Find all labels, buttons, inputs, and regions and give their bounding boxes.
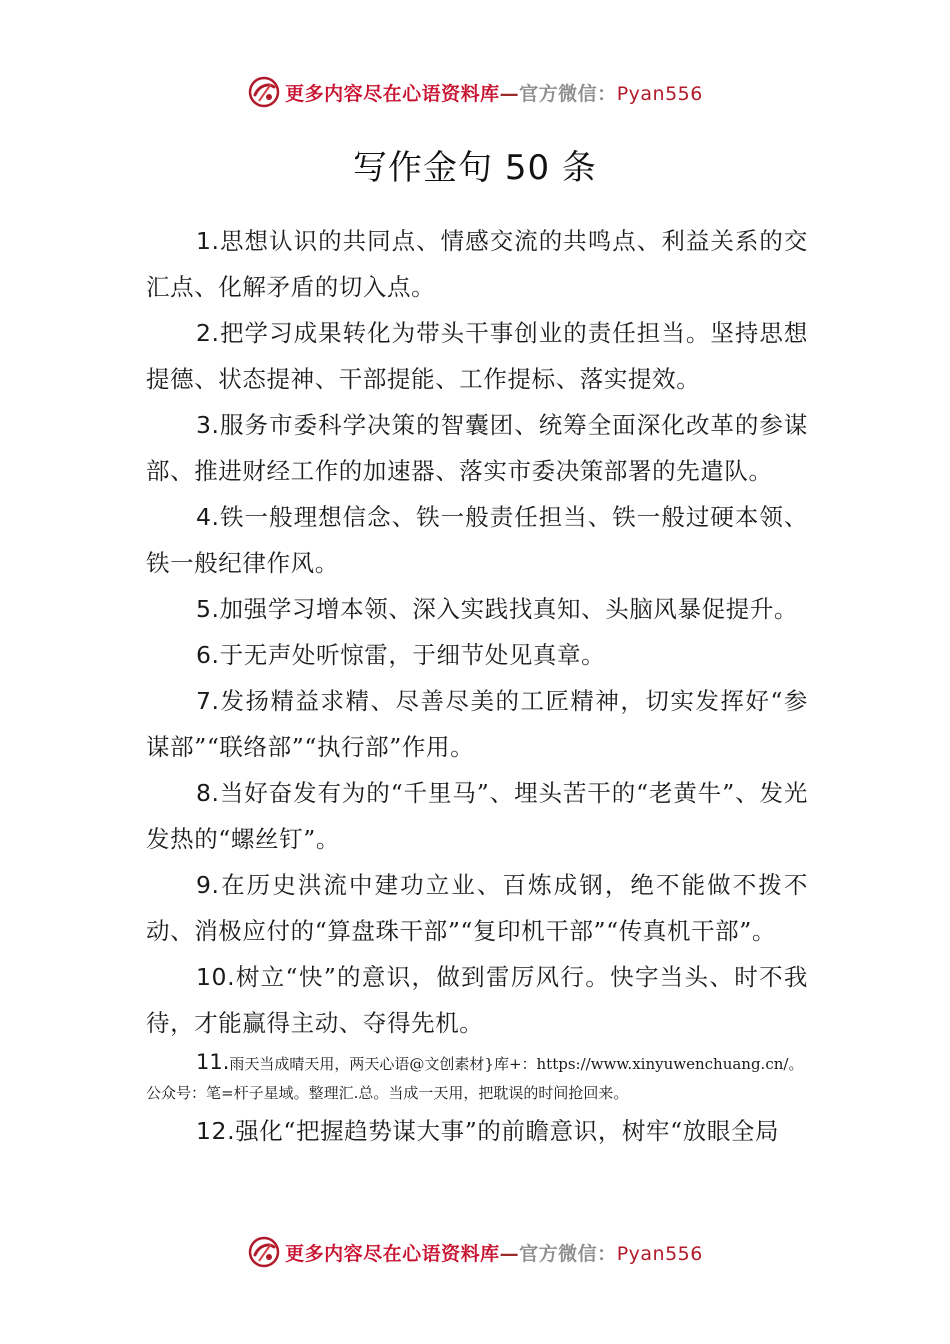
item-text: 雨天当成晴天用，两天心语@文创素材}库+：https://www.xinyuwenchuang.cn/。公众号：笔=杆子星域。整理汇.总。当成一天用，把耽误的时间抢回来。 bbox=[146, 1055, 804, 1102]
banner-wechat-label: 官方微信： bbox=[519, 82, 617, 105]
document-title: 写作金句 50 条 bbox=[353, 148, 597, 188]
item-text: 于无声处听惊雷，于细节处见真章。 bbox=[219, 641, 606, 669]
item-number: 1. bbox=[196, 227, 220, 255]
document-body bbox=[146, 218, 808, 1154]
list-item bbox=[146, 678, 808, 770]
list-item bbox=[146, 310, 808, 402]
item-number: 11. bbox=[196, 1050, 230, 1074]
item-number: 12. bbox=[196, 1117, 236, 1145]
list-item bbox=[146, 954, 808, 1046]
list-item bbox=[146, 632, 808, 678]
seal-logo-icon bbox=[247, 75, 281, 109]
list-item bbox=[146, 862, 808, 954]
item-number: 6. bbox=[196, 641, 220, 669]
item-text: 铁一般理想信念、铁一般责任担当、铁一般过硬本领、铁一般纪律作风。 bbox=[146, 503, 808, 577]
item-text: 树立“快”的意识，做到雷厉风行。快字当头、时不我待，才能赢得主动、夺得先机。 bbox=[146, 963, 808, 1037]
banner-wechat-label: 官方微信： bbox=[519, 1242, 617, 1265]
item-number: 8. bbox=[196, 779, 220, 807]
item-number: 3. bbox=[196, 411, 220, 439]
item-text: 思想认识的共同点、情感交流的共鸣点、利益关系的交汇点、化解矛盾的切入点。 bbox=[146, 227, 808, 301]
banner-text bbox=[285, 79, 703, 106]
item-number: 9. bbox=[196, 871, 220, 899]
list-item bbox=[146, 770, 808, 862]
item-text: 发扬精益求精、尽善尽美的工匠精神，切实发挥好“参谋部”“联络部”“执行部”作用。 bbox=[146, 687, 808, 761]
item-text: 把学习成果转化为带头干事创业的责任担当。坚持思想提德、状态提神、干部提能、工作提标、落实提效。 bbox=[146, 319, 808, 393]
item-number: 2. bbox=[196, 319, 220, 347]
item-text: 加强学习增本领、深入实践找真知、头脑风暴促提升。 bbox=[219, 595, 799, 623]
footer-watermark-banner bbox=[0, 1232, 950, 1272]
list-item-small bbox=[146, 1048, 808, 1108]
banner-wechat-id: Pyan556 bbox=[616, 1242, 703, 1265]
banner-dash: — bbox=[499, 1242, 520, 1265]
item-text: 在历史洪流中建功立业、百炼成钢，绝不能做不拨不动、消极应付的“算盘珠干部”“复印机干部”“传真机干部”。 bbox=[146, 871, 808, 945]
item-text: 强化“把握趋势谋大事”的前瞻意识，树牢“放眼全局 bbox=[235, 1117, 780, 1145]
item-number: 5. bbox=[196, 595, 220, 623]
seal-logo-icon bbox=[247, 1235, 281, 1269]
list-item bbox=[146, 402, 808, 494]
item-text: 服务市委科学决策的智囊团、统筹全面深化改革的参谋部、推进财经工作的加速器、落实市委决策部署的先遣队。 bbox=[146, 411, 808, 485]
item-text: 当好奋发有为的“千里马”、埋头苦干的“老黄牛”、发光发热的“螺丝钉”。 bbox=[146, 779, 808, 853]
list-item bbox=[146, 586, 808, 632]
banner-main-text: 更多内容尽在心语资料库 bbox=[285, 1242, 500, 1265]
list-item bbox=[146, 494, 808, 586]
item-number: 10. bbox=[196, 963, 236, 991]
list-item bbox=[146, 1108, 808, 1154]
header-watermark-banner bbox=[0, 72, 950, 112]
banner-dash: — bbox=[499, 82, 520, 105]
item-number: 4. bbox=[196, 503, 220, 531]
banner-text bbox=[285, 1239, 703, 1266]
banner-main-text: 更多内容尽在心语资料库 bbox=[285, 82, 500, 105]
item-number: 7. bbox=[196, 687, 220, 715]
list-item bbox=[146, 218, 808, 310]
banner-wechat-id: Pyan556 bbox=[616, 82, 703, 105]
